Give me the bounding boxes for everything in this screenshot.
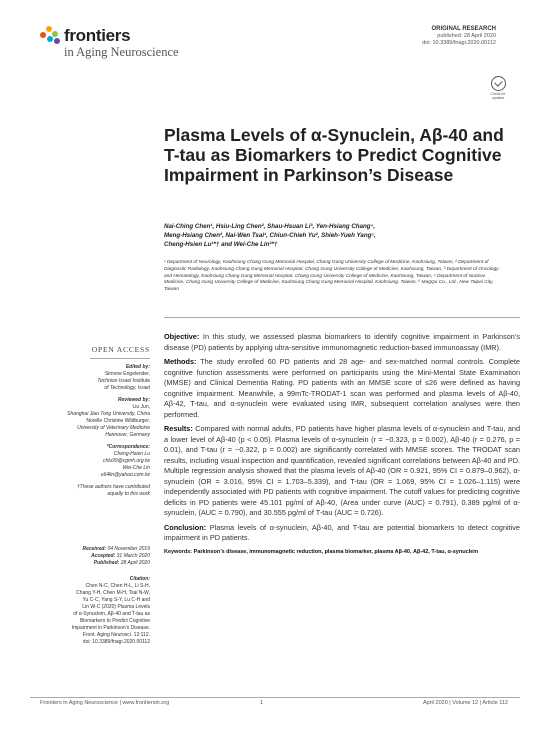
citation-line: Impairment in Parkinson’s Disease. bbox=[71, 625, 150, 631]
equal-contribution-note: equally to this work bbox=[107, 491, 150, 497]
published-date-sidebar: Published: 28 April 2020 bbox=[93, 560, 150, 566]
journal-logo bbox=[40, 22, 240, 62]
citation-doi[interactable]: doi: 10.3389/fnagi.2020.00112 bbox=[82, 639, 150, 645]
logo-dot bbox=[47, 36, 53, 42]
author-line: Nai-Ching Chen¹, Hsiu-Ling Chen², Shau-Hsuan Li³, Yen-Hsiang Chang⁴, bbox=[164, 223, 375, 230]
accepted-date: Accepted: 31 March 2020 bbox=[91, 553, 150, 559]
logo-wordmark: frontiers bbox=[64, 26, 131, 45]
received-date: Received: 04 November 2019 bbox=[82, 546, 150, 552]
affiliations: ¹ Department of Neurology, Kaohsiung Chang Gung Memorial Hospital, Chang Gung University College of Medicine, Kaohsiung, Taiwan, ² Department of Diagnostic Radiology, Kaohsiung Chang Gung Memorial Hospital, Chang Gung University College of Medicine, Kaohsiung, Taiwan, ³ Department of Oncology and Hematology, Kaohsiung Chang Gung Memorial Hospital, Chang Gung University College of Medicine, Kaohsiung, Taiwan, ⁴ Department of Nuclear Medicine, Chang Gung University College of Medicine, Kaohsiung Chang Gung Memorial Hospital, Kaohsiung, Taiwan, ⁵ MagQu Co., Ltd., New Taipei City, Taiwan bbox=[164, 260, 499, 293]
sidebar-divider bbox=[90, 358, 150, 359]
correspondence-email[interactable]: chlu99@cgmh.org.tw bbox=[102, 458, 150, 464]
author-list bbox=[164, 222, 484, 250]
footer-journal[interactable]: Frontiers in Aging Neuroscience | www.frontiersin.org bbox=[40, 700, 170, 706]
check-for-updates-badge[interactable] bbox=[488, 76, 508, 100]
citation-label: Citation: bbox=[129, 576, 150, 582]
citation-line: Front. Aging Neurosci. 12:112. bbox=[82, 632, 150, 638]
edited-by-label: Edited by: bbox=[125, 364, 150, 370]
abstract-objective: Objective: In this study, we assessed plasma biomarkers to identify cognitive impairment in Parkinson’s disease (PD) patients by applying ultra-sensitive immunomagnetic reduction-based immunoassay (IMR). bbox=[164, 332, 520, 352]
abstract-conclusion: Conclusion: Plasma levels of α-synuclein, Aβ-40, and T-tau are potential biomarkers to detect cognitive impairment in PD patients. bbox=[164, 522, 520, 542]
article-title: Plasma Levels of α-Synuclein, Aβ-40 and T-tau as Biomarkers to Predict Cognitive Impairment in Parkinson’s Disease bbox=[164, 125, 504, 185]
article-meta bbox=[422, 26, 496, 47]
correspondence-email[interactable]: u64lin@yahoo.com.tw bbox=[100, 472, 150, 478]
editor-name: Simone Engelender, bbox=[104, 371, 150, 377]
editorial-sidebar bbox=[30, 364, 150, 498]
correspondence-line: Cheng-Hsien Lu bbox=[113, 451, 150, 457]
header-divider bbox=[164, 317, 520, 318]
journal-name: in Aging Neuroscience bbox=[64, 45, 179, 59]
citation-line: Chen N-C, Chen H-L, Li S-H, bbox=[85, 583, 150, 589]
check-updates-label: Check for updates bbox=[490, 92, 506, 100]
citation-line: Lin W-C (2020) Plasma Levels bbox=[82, 604, 150, 610]
reviewer-line: Norelle Christine Wildburger, bbox=[86, 418, 150, 424]
author-line: Meng-Hsiang Chen², Nai-Wen Tsai¹, Chiun-Chieh Yu², Shieh-Yueh Yang⁵, bbox=[164, 232, 376, 240]
article-doi[interactable]: doi: 10.3389/fnagi.2020.00112 bbox=[422, 40, 496, 46]
citation-line: Yu C-C, Yang S-Y, Lu C-H and bbox=[82, 597, 150, 603]
reviewed-by-label: Reviewed by: bbox=[118, 397, 150, 403]
reviewer-line: Hannover, Germany bbox=[105, 432, 150, 438]
reviewer-line: Liu Jun, bbox=[132, 404, 150, 410]
reviewer-line: University of Veterinary Medicine bbox=[77, 425, 150, 431]
reviewer-line: Shanghai Jiao Tong University, China bbox=[67, 411, 150, 417]
logo-dot bbox=[54, 38, 60, 44]
check-updates-icon bbox=[491, 76, 506, 91]
citation-line: Biomarkers to Predict Cognitive bbox=[79, 618, 150, 624]
citation-line: of α-Synuclein, Aβ-40 and T-tau as bbox=[73, 611, 150, 617]
published-date: published: 28 April 2020 bbox=[437, 33, 496, 39]
abstract-results: Results: Compared with normal adults, PD patients have higher plasma levels of α-synuclein and T-tau, and a lower level of Aβ-40 (p < 0.05). Plasma levels of α-synuclein (r = −0.323, p = 0.002), Aβ-40 (r = 0.276, p = 0.01), and T-tau (r = −0.322, p = 0.002) are significantly correlated with MMSE scores. The TRODAT scan results, including visual inspection and quantification, revealed significant correlations between Aβ-40 and PD. Multiple regression analysis showed that the plasma levels of Aβ-40 (OR = 0.921, 95% CI = 0.879–0.962), α-synuclein (OR = 3.016, 95% CI = 1.703–5.339), and T-tau (OR = 1.069, 95% CI = 1.026–1.115) were independently associated with PD patients with cognitive impairment. The cutoff values for predicting cognitive deficits in PD patients were 45.101 pg/ml of Aβ-40, (Area under curve (AUC) = 0.791), 0.389 pg/ml of α-synuclein, (AUC = 0.790), and 30.555 pg/ml of T-tau (AUC = 0.726). bbox=[164, 424, 520, 517]
logo-dot bbox=[40, 32, 46, 38]
abstract-methods: Methods: The study enrolled 60 PD patients and 28 age- and sex-matched normal controls. Complete cognitive function assessments were performed on participants using the Mini-Mental State Examination (MMSE) and Clinical Dementia Rating. PD patients with an MMSE score of ≤26 were defined as having cognitive impairment. Meanwhile, a 99mTc-TRODAT-1 scan was performed and plasma levels of Aβ-40, Aβ-42, T-tau, and α-synuclein were evaluated using IMR, subsequent correlation analyses were then performed. bbox=[164, 357, 520, 419]
abstract bbox=[164, 332, 520, 556]
author-line: Cheng-Hsien Lu¹*† and Wei-Che Lin²*† bbox=[164, 241, 278, 249]
article-dates bbox=[30, 546, 150, 567]
citation-line: Chang Y-H, Chen M-H, Tsai N-W, bbox=[76, 590, 150, 596]
logo-dot bbox=[46, 26, 52, 32]
keywords: Keywords: Parkinson’s disease, immunomagnetic reduction, plasma biomarker, plasma Aβ-40, Aβ-42, T-tau, α-synuclein bbox=[164, 548, 479, 555]
page-number: 1 bbox=[260, 700, 264, 706]
correspondence-label: *Correspondence: bbox=[106, 444, 150, 450]
logo-dot bbox=[52, 31, 58, 37]
open-access-label: OPEN ACCESS bbox=[91, 345, 150, 354]
editor-affil: of Technology, Israel bbox=[104, 385, 150, 391]
correspondence-line: Wei-Che Lin bbox=[122, 465, 150, 471]
frontiers-logo-mark bbox=[40, 24, 62, 46]
footer-divider bbox=[30, 697, 520, 698]
equal-contribution-note: †These authors have contributed bbox=[76, 484, 150, 490]
article-type: ORIGINAL RESEARCH bbox=[431, 26, 496, 32]
editor-affil: Technion Israel Institute bbox=[97, 378, 150, 384]
citation-block bbox=[30, 576, 150, 646]
footer-issue: April 2020 | Volume 12 | Article 112 bbox=[422, 700, 508, 706]
